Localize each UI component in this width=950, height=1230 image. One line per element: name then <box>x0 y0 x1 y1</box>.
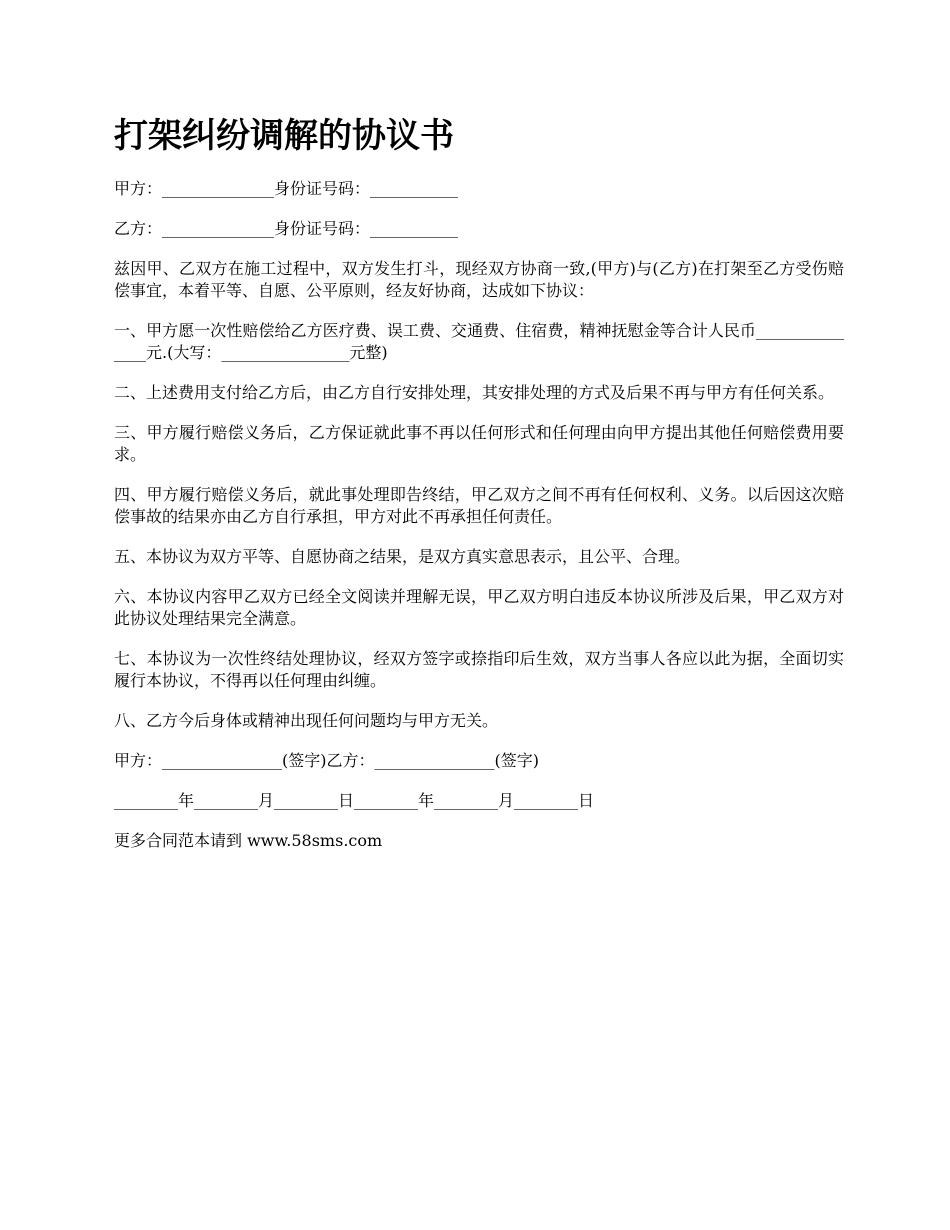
footer-link-text: 更多合同范本请到 www.58sms.com <box>114 831 383 850</box>
clause-8: 八、乙方今后身体或精神出现任何问题均与甲方无关。 <box>114 711 499 730</box>
document-title: 打架纠纷调解的协议书 <box>114 116 454 156</box>
clause-6: 六、本协议内容甲乙双方已经全文阅读并理解无误，甲乙双方明白违反本协议所涉及后果，甲乙双方对此协议处理结果完全满意。 <box>114 587 844 628</box>
party-b-line: 乙方：______________身份证号码：___________ <box>114 219 459 238</box>
clause-4: 四、甲方履行赔偿义务后，就此事处理即告终结，甲乙双方之间不再有任何权利、义务。以后因这次赔偿事故的结果亦由乙方自行承担，甲方对此不再承担任何责任。 <box>114 485 844 526</box>
document-page <box>114 112 844 870</box>
party-a-line: 甲方：______________身份证号码：___________ <box>114 179 459 198</box>
clause-3: 三、甲方履行赔偿义务后，乙方保证就此事不再以任何形式和任何理由向甲方提出其他任何赔偿费用要求。 <box>114 423 844 464</box>
clause-5: 五、本协议为双方平等、自愿协商之结果，是双方真实意思表示，且公平、合理。 <box>114 547 691 566</box>
date-line: ________年________月________日________年________月________日 <box>114 791 595 810</box>
intro-paragraph: 兹因甲、乙双方在施工过程中，双方发生打斗，现经双方协商一致,(甲方)与(乙方)在打架至乙方受伤赔偿事宜，本着平等、自愿、公平原则，经友好协商，达成如下协议： <box>114 259 844 300</box>
signature-line: 甲方：_______________(签字)乙方：_______________(签字) <box>114 751 539 770</box>
clause-1: 一、甲方愿一次性赔偿给乙方医疗费、误工费、交通费、住宿费，精神抚慰金等合计人民币_______________元.(大写：________________元整) <box>114 321 844 362</box>
clause-7: 七、本协议为一次性终结处理协议，经双方签字或捺指印后生效，双方当事人各应以此为据，全面切实履行本协议，不得再以任何理由纠缠。 <box>114 649 844 690</box>
clause-2: 二、上述费用支付给乙方后，由乙方自行安排处理，其安排处理的方式及后果不再与甲方有任何关系。 <box>114 383 835 402</box>
